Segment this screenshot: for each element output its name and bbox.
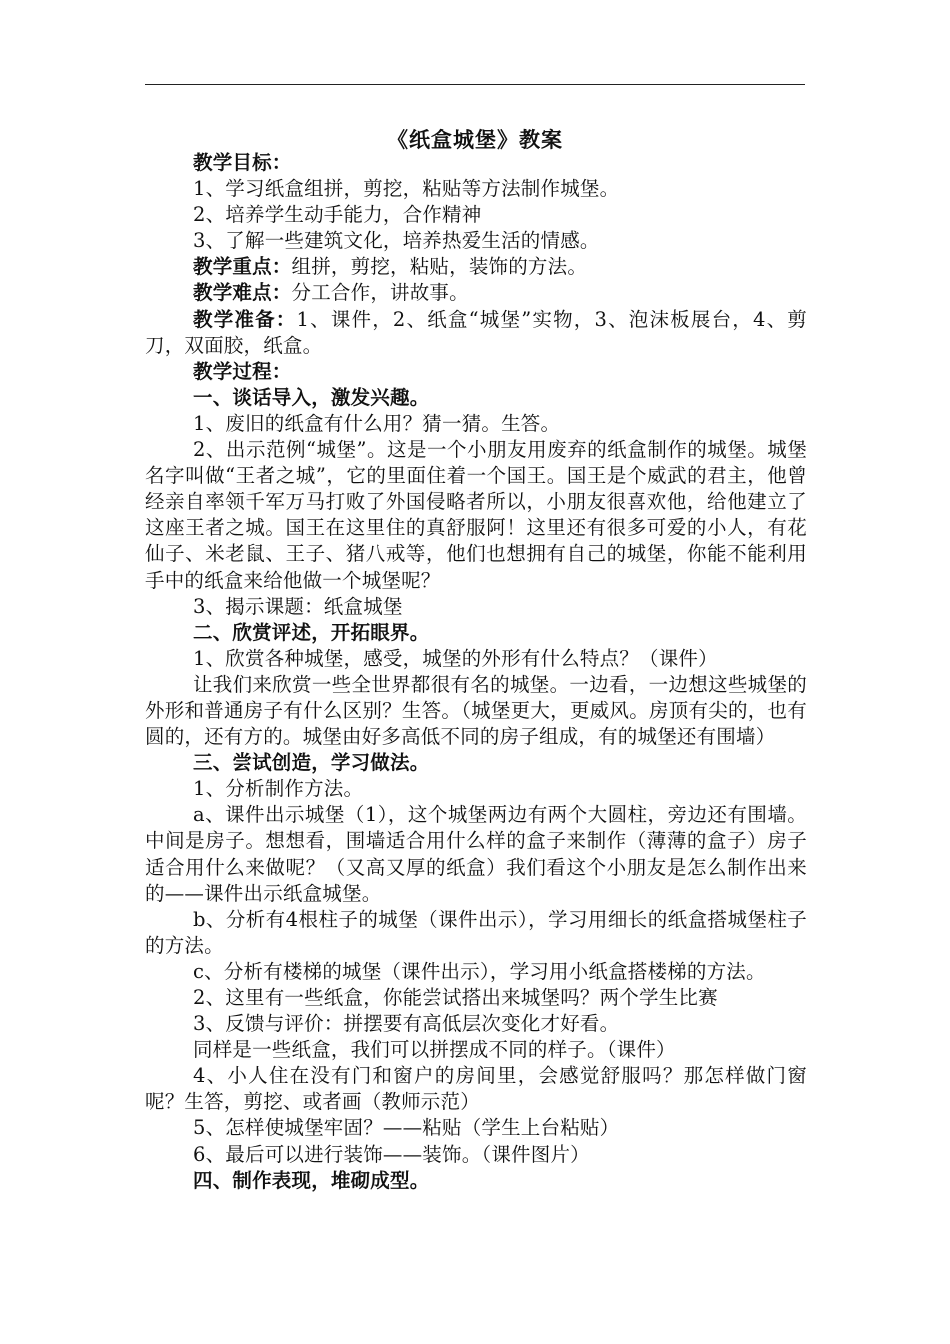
paragraph: a、课件出示城堡（1），这个城堡两边有两个大圆柱，旁边还有围墙。中间是房子。想想看，围墙适合用什么样的盒子来制作（薄薄的盒子）房子适合用什么来做呢？（又高又厚的纸盒）我们看这个小朋友是怎么制作出来的——课件出示纸盒城堡。 (145, 803, 807, 905)
paragraph: 2、出示范例“城堡”。这是一个小朋友用废弃的纸盒制作的城堡。城堡名字叫做“王者之城”，它的里面住着一个国王。国王是个威武的君主，他曾经亲自率领千军万马打败了外国侵略者所以，小朋友很喜欢他，给他建立了这座王者之城。国王在这里住的真舒服阿！这里还有很多可爱的小人，有花仙子、米老鼠、王子、猪八戒等，他们也想拥有自己的城堡，你能不能利用手中的纸盒来给他做一个城堡呢？ (145, 438, 807, 592)
paragraph: 1、分析制作方法。 (193, 777, 364, 801)
paragraph: 3、了解一些建筑文化，培养热爱生活的情感。 (193, 229, 600, 253)
paragraph: 2、这里有一些纸盒，你能尝试搭出来城堡吗？两个学生比赛 (193, 986, 718, 1009)
paragraph: 1、废旧的纸盒有什么用？猜一猜。生答。 (193, 411, 561, 435)
paragraph: 1、欣赏各种城堡，感受，城堡的外形有什么特点？（课件） (193, 646, 718, 670)
section-heading: 二、欣赏评述，开拓眼界。 (193, 620, 430, 644)
paragraph: 2、培养学生动手能力，合作精神 (193, 203, 482, 227)
paragraph: 教学目标： (193, 151, 292, 174)
paragraph: 3、反馈与评价：拼摆要有高低层次变化才好看。 (193, 1012, 620, 1036)
paragraph: 1、学习纸盒组拼，剪挖，粘贴等方法制作城堡。 (193, 177, 620, 201)
paragraph: b、分析有4根柱子的城堡（课件出示），学习用细长的纸盒搭城堡柱子的方法。 (145, 907, 807, 957)
paragraph: 教学难点：分工合作，讲故事。 (193, 281, 469, 305)
page-title: 《纸盒城堡》教案 (387, 127, 563, 152)
paragraph: 教学重点：组拼，剪挖，粘贴，装饰的方法。 (193, 255, 588, 279)
section-heading: 四、制作表现，堆砌成型。 (193, 1168, 430, 1192)
paragraph: 3、揭示课题：纸盒城堡 (193, 594, 403, 618)
paragraph: 教学准备：1、课件，2、纸盒“城堡”实物，3、泡沫板展台，4、剪刀，双面胶，纸盒。 (145, 307, 807, 357)
paragraph: 同样是一些纸盒，我们可以拼摆成不同的样子。（课件） (193, 1038, 676, 1062)
paragraph: c、分析有楼梯的城堡（课件出示），学习用小纸盒搭楼梯的方法。 (193, 959, 766, 983)
paragraph: 4、小人住在没有门和窗户的房间里，会感觉舒服吗？那怎样做门窗呢？生答，剪挖、或者画（教师示范） (145, 1064, 807, 1114)
section-heading: 三、尝试创造，学习做法。 (193, 751, 430, 775)
paragraph: 让我们来欣赏一些全世界都很有名的城堡。一边看，一边想这些城堡的外形和普通房子有什么区别？生答。（城堡更大，更威风。房顶有尖的，也有圆的，还有方的。城堡由好多高低不同的房子组成，有的城堡还有围墙） (145, 672, 807, 749)
section-heading: 教学过程： (193, 359, 292, 383)
section-heading: 一、谈话导入，激发兴趣。 (193, 385, 430, 409)
paragraph: 6、最后可以进行装饰——装饰。（课件图片） (193, 1142, 590, 1166)
document-body (145, 150, 807, 1194)
paragraph: 5、怎样使城堡牢固？——粘贴（学生上台粘贴） (193, 1116, 620, 1140)
header-rule (145, 84, 805, 85)
